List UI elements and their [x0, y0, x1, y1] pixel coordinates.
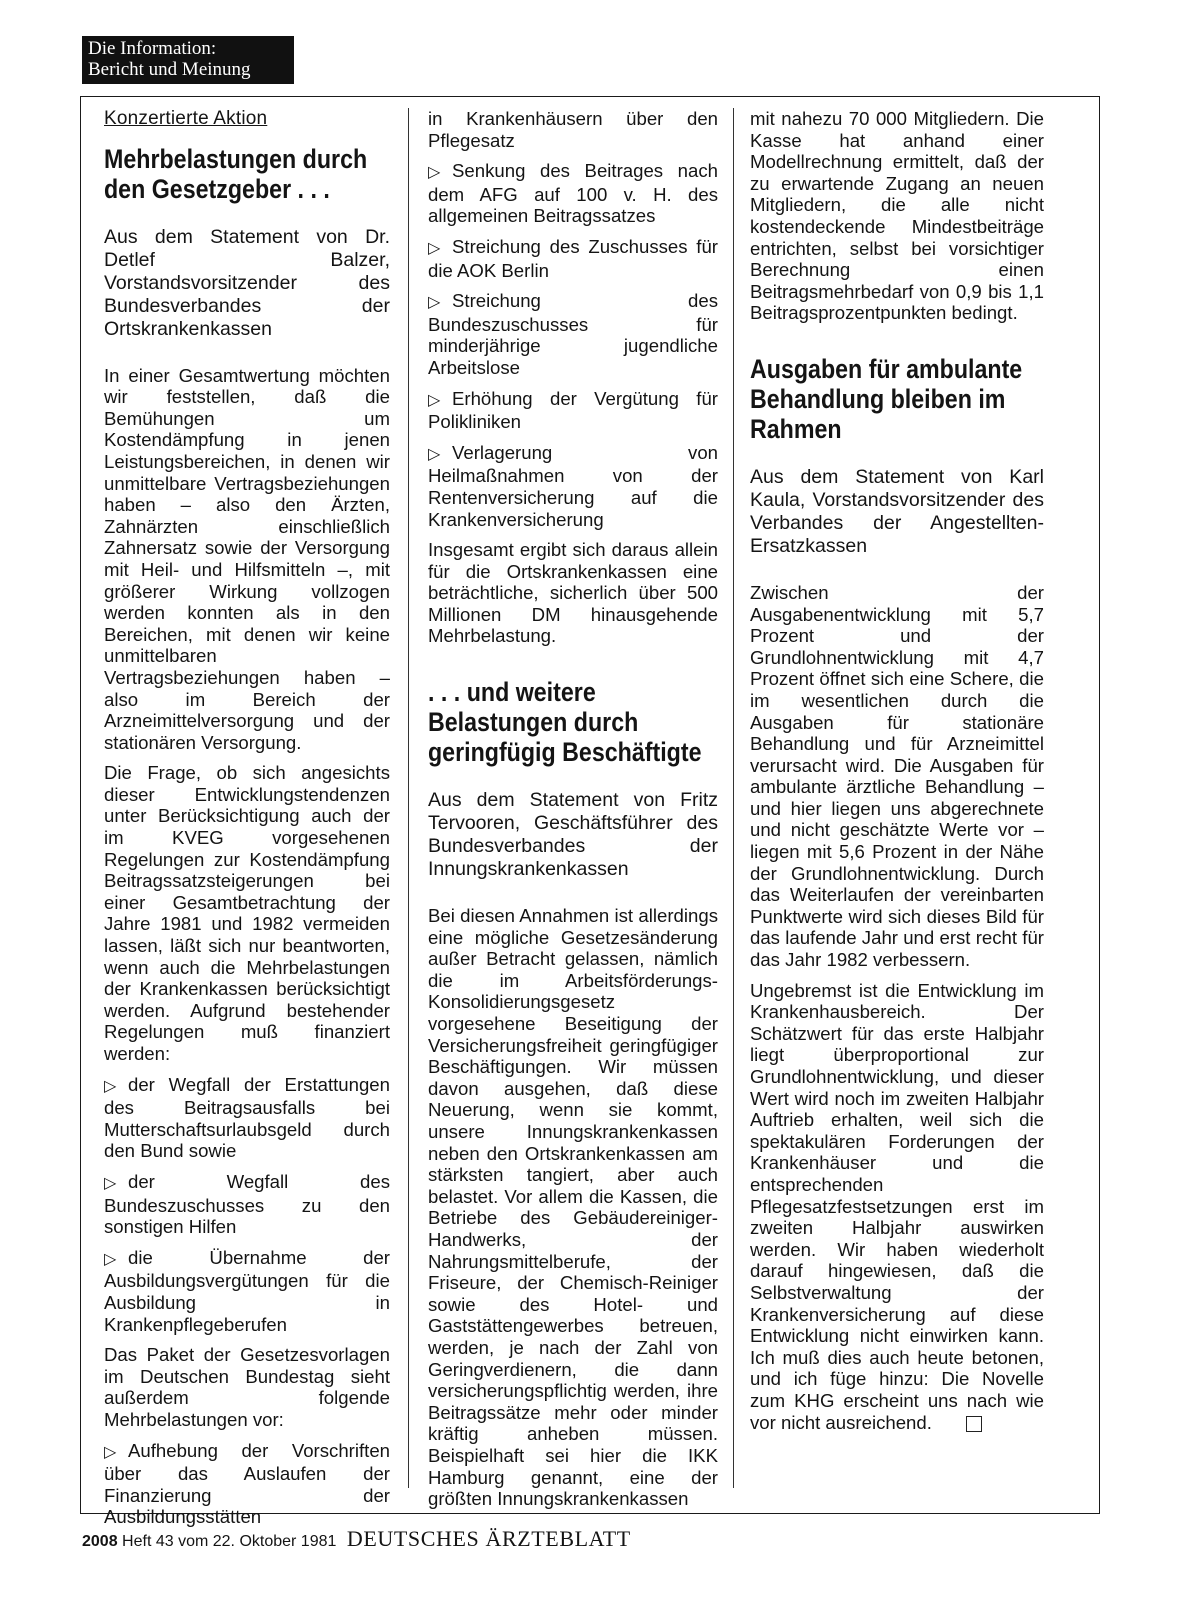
triangle-right-icon: ▷ — [428, 391, 441, 409]
section-tag — [82, 36, 294, 84]
intro: Aus dem Statement von Karl Kaula, Vorstandsvorsitzender des Verbandes der Angestellten-Ersatzkassen — [750, 465, 1044, 557]
headline: Mehrbelastungen durch den Gesetzgeber . . . — [104, 143, 368, 204]
paragraph: Das Paket der Gesetzesvorlagen im Deutschen Bundestag sieht außerdem folgende Mehrbelastungen vor: — [104, 1344, 390, 1430]
bullet-text: der Wegfall des Bundeszuschusses zu den sonstigen Hilfen — [104, 1170, 390, 1238]
paragraph: Insgesamt ergibt sich daraus allein für die Ortskrankenkassen eine beträchtliche, sicherlich über 500 Millionen DM hinausgehende Mehrbelastung. — [428, 539, 718, 647]
section-tag-line2: Bericht und Meinung — [88, 59, 251, 80]
column-2 — [428, 108, 718, 1519]
bullet-item — [428, 388, 718, 433]
bullet-text: Verlagerung von Heilmaßnahmen von der Rentenversicherung auf die Krankenversicherung — [428, 441, 718, 530]
headline: . . . und weitere Belastungen durch geringfügig Beschäftigte — [428, 677, 702, 768]
paragraph — [750, 980, 1044, 1433]
triangle-right-icon: ▷ — [104, 1443, 117, 1461]
column-divider — [733, 108, 734, 1488]
kicker: Konzertierte Aktion — [104, 108, 268, 129]
bullet-item — [428, 442, 718, 530]
bullet-text: Streichung des Zuschusses für die AOK Berlin — [428, 235, 718, 281]
bullet-text: Streichung des Bundeszuschusses für minderjährige jugendliche Arbeitslose — [428, 290, 718, 378]
paragraph: In einer Gesamtwertung möchten wir feststellen, daß die Bemühungen um Kostendämpfung in jenen Leistungsbereichen, in denen wir unmittelbare Vertragsbeziehungen haben – also den Ärzten, Zahnärzten einschließlich Zahnersatz sowie der Versorgung mit Heil- und Hilfsmitteln –, mit größerer Wirkung vollzogen werden konnten als in den Bereichen, mit denen wir keine unmittelbaren Vertragsbeziehungen haben – also im Bereich der Arzneimittelversorgung und der stationären Versorgung. — [104, 364, 390, 753]
page-footer — [82, 1526, 631, 1552]
bullet-item — [104, 1247, 390, 1335]
bullet-item — [428, 290, 718, 378]
triangle-right-icon: ▷ — [428, 164, 441, 182]
paragraph: Die Frage, ob sich angesichts dieser Entwicklungstendenzen unter Berücksichtigung auch der im KVEG vorgesehenen Regelungen zur Kostendämpfung Beitragssatzsteigerungen bei einer Gesamtbetrachtung der Jahre 1981 und 1982 vermeiden lassen, läßt sich nur beantworten, wenn auch die Mehrbelastungen der Krankenkassen berücksichtigt werden. Aufgrund bestehender Regelungen muß finanziert werden: — [104, 762, 390, 1064]
paragraph: Bei diesen Annahmen ist allerdings eine mögliche Gesetzesänderung außer Betracht gelassen, nämlich die im Arbeitsförderungs-Konsolidierungsgesetz vorgesehene Beseitigung der Versicherungsfreiheit geringfügiger Beschäftigungen. Wir müssen davon ausgehen, daß diese Neuerung, wenn sie kommt, unsere Innungskrankenkassen neben den Ortskrankenkassen am stärksten tangiert, aber auch belastet. Vor allem die Kassen, die Betriebe des Gebäudereiniger-Handwerks, der Nahrungsmittelberufe, der Friseure, der Chemisch-Reiniger sowie des Hotel- und Gaststättengewerbes betreuen, werden, je nach der Zahl von Geringverdienern, die dann versicherungspflichtig werden, ihre Beitragssätze mehr oder minder kräftig anheben müssen. Beispielhaft sei hier die IKK Hamburg genannt, eine der größten Innungskrankenkassen — [428, 905, 718, 1510]
triangle-right-icon: ▷ — [428, 239, 441, 257]
headline: Ausgaben für ambulante Behandlung bleiben im Rahmen — [750, 353, 1023, 444]
triangle-right-icon: ▷ — [428, 445, 441, 463]
bullet-item — [104, 1171, 390, 1238]
column-3 — [750, 108, 1044, 1442]
paragraph-text: Ungebremst ist die Entwicklung im Krankenhausbereich. Der Schätzwert für das erste Halbjahr liegt überproportional zur Grundlohnentwicklung, und dieser Wert wird noch im zweiten Halbjahr Auftrieb erhalten, weil sich die spektakulären Forderungen der Krankenhäuser und die entsprechenden Pflegesatzfestsetzungen erst im zweiten Halbjahr auswirken werden. Wir haben wiederholt darauf hingewiesen, daß die Selbstverwaltung der Krankenversicherung auf diese Entwicklung nicht einwirken kann. Ich muß dies auch heute betonen, und ich füge hinzu: Die Novelle zum KHG erscheint uns nach wie vor nicht ausreichend. — [750, 979, 1044, 1433]
bullet-item — [104, 1074, 390, 1162]
paragraph: in Krankenhäusern über den Pflegesatz — [428, 108, 718, 151]
bullet-item — [428, 160, 718, 227]
paragraph: mit nahezu 70 000 Mitgliedern. Die Kasse hat anhand einer Modellrechnung ermittelt, daß der zu erwartende Zugang an neuen Mitgliedern, die alle nicht kostendeckende Mindestbeiträge entrichten, selbst bei vorsichtiger Berechnung einen Beitragsmehrbedarf von 0,9 bis 1,1 Beitragsprozentpunkten bedingt. — [750, 108, 1044, 324]
bullet-item — [428, 236, 718, 281]
magazine-title: DEUTSCHES ÄRZTEBLATT — [346, 1526, 631, 1551]
bullet-text: Senkung des Beitrages nach dem AFG auf 100 v. H. des allgemeinen Beitragssatzes — [428, 160, 718, 227]
end-square-icon — [966, 1416, 982, 1432]
bullet-text: die Übernahme der Ausbildungsvergütungen für die Ausbildung in Krankenpflegeberufen — [104, 1246, 390, 1335]
triangle-right-icon: ▷ — [428, 294, 441, 312]
column-1 — [104, 108, 390, 1537]
triangle-right-icon: ▷ — [104, 1077, 117, 1095]
paragraph: Zwischen der Ausgabenentwicklung mit 5,7 Prozent und der Grundlohnentwicklung mit 4,7 Prozent öffnet sich eine Schere, die im wesentlichen durch die Ausgaben für stationäre Behandlung und für Arzneimittel verursacht wird. Die Ausgaben für ambulante ärztliche Behandlung – und hier liegen uns abgerechnete und nicht geschätzte Werte vor – liegen mit 5,6 Prozent in der Nähe der Grundlohnentwicklung. Durch das Weiterlaufen der vereinbarten Punktwerte wird sich dieses Bild für das laufende Jahr und erst recht für das Jahr 1982 verbessern. — [750, 581, 1044, 971]
issue-info: Heft 43 vom 22. Oktober 1981 — [122, 1533, 337, 1550]
intro: Aus dem Statement von Dr. Detlef Balzer, Vorstandsvorsitzender des Bundesverbandes der Ortskrankenkassen — [104, 225, 390, 340]
bullet-item — [104, 1440, 390, 1528]
intro: Aus dem Statement von Fritz Tervooren, Geschäftsführer des Bundesverbandes der Innungskrankenkassen — [428, 789, 718, 881]
bullet-text: Aufhebung der Vorschriften über das Auslaufen der Finanzierung der Ausbildungsstätten — [104, 1439, 390, 1528]
triangle-right-icon: ▷ — [104, 1174, 117, 1192]
section-tag-line1: Die Information: — [88, 38, 217, 59]
bullet-text: Erhöhung der Vergütung für Polikliniken — [428, 387, 718, 433]
page-number: 2008 — [82, 1533, 118, 1550]
bullet-text: der Wegfall der Erstattungen des Beitragsausfalls bei Mutterschaftsurlaubsgeld durch den Bund sowie — [104, 1073, 390, 1162]
column-divider — [408, 108, 409, 1488]
triangle-right-icon: ▷ — [104, 1250, 117, 1268]
